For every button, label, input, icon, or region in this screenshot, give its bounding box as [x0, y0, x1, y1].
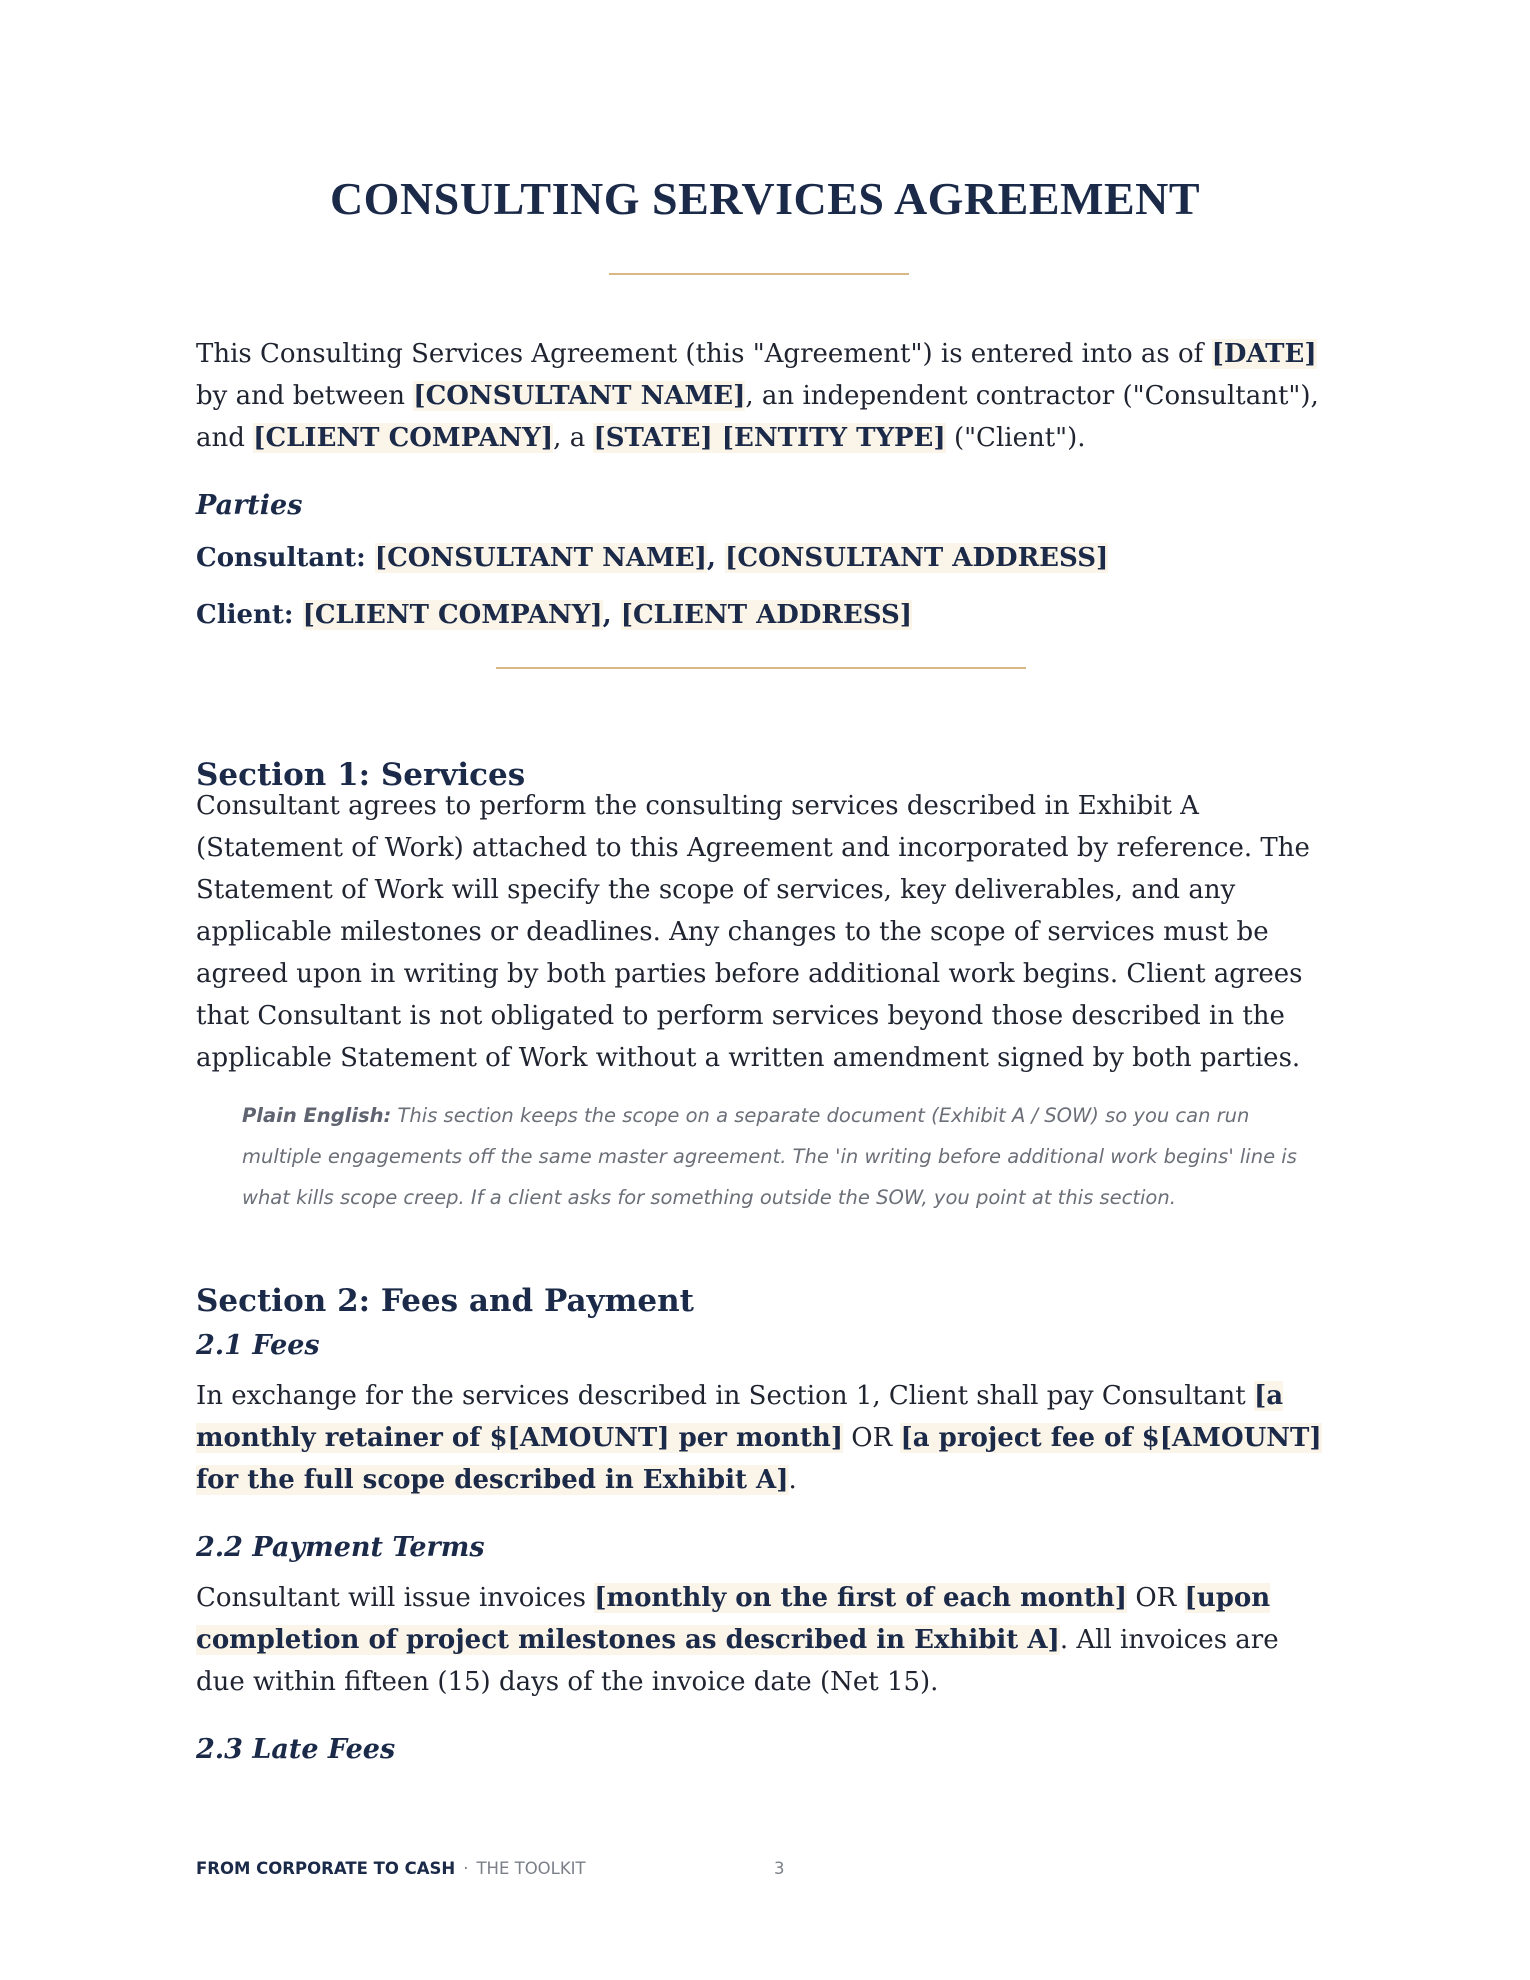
consultant-party-line: [196, 537, 1334, 579]
comma: ,: [706, 543, 726, 573]
or-text: OR: [843, 1423, 901, 1453]
placeholder-consultant-name: [CONSULTANT NAME]: [374, 543, 707, 573]
intro-text: , a: [553, 423, 594, 453]
intro-text: , an independent contractor ("Consultant"), and: [196, 381, 1319, 453]
fees-text: .: [788, 1465, 797, 1495]
page-footer: [196, 1857, 1334, 1881]
client-label: Client:: [196, 600, 303, 630]
late-fees-heading: 2.3 Late Fees: [196, 1734, 396, 1765]
parties-heading: Parties: [196, 490, 303, 521]
plain-english-note: [242, 1095, 1334, 1218]
placeholder-milestone-invoice-option: [upon completion of project milestones as described in Exhibit A]: [196, 1583, 1271, 1655]
consultant-label: Consultant:: [196, 543, 375, 573]
intro-text: ("Client").: [945, 423, 1086, 453]
footer-brand: FROM CORPORATE TO CASH: [196, 1859, 456, 1878]
placeholder-client-company: [CLIENT COMPANY]: [302, 600, 603, 630]
or-text: OR: [1127, 1583, 1185, 1613]
footer-separator: ·: [463, 1859, 469, 1878]
document-title: CONSULTING SERVICES AGREEMENT: [329, 173, 1201, 224]
intro-text: by and between: [196, 381, 414, 411]
payment-terms-paragraph: [196, 1577, 1334, 1703]
payment-terms-heading: 2.2 Payment Terms: [196, 1532, 485, 1563]
placeholder-retainer-option: [a monthly retainer of $[AMOUNT] per month]: [196, 1381, 1284, 1453]
terms-text: Consultant will issue invoices: [196, 1583, 595, 1613]
plain-english-text: This section keeps the scope on a separate document (Exhibit A / SOW) so you can run multiple engagements off the same master agreement. The 'in writing before additional work begins' line is what kills scope creep. If a client asks for something outside the SOW, you point at this section.: [242, 1104, 1297, 1209]
plain-english-label: Plain English:: [242, 1104, 392, 1127]
footer-subtitle: THE TOOLKIT: [476, 1859, 586, 1878]
section-1-body: Consultant agrees to perform the consulting services described in Exhibit A (Statement of Work) attached to this Agreement and incorporated by reference. The Statement of Work will specify the scope of services, key deliverables, and any applicable milestones or deadlines. Any changes to the scope of services must be agreed upon in writing by both parties before additional work begins. Client agrees that Consultant is not obligated to perform services beyond those described in the applicable Statement of Work without a written amendment signed by both parties.: [196, 791, 1310, 1073]
title-divider: [609, 273, 909, 275]
fees-heading: 2.1 Fees: [196, 1330, 320, 1361]
placeholder-monthly-invoice-option: [monthly on the first of each month]: [594, 1583, 1128, 1613]
fees-text: In exchange for the services described in Section 1, Client shall pay Consultant: [196, 1381, 1254, 1411]
section-1-heading: Section 1: Services: [196, 756, 526, 793]
placeholder-client-address: [CLIENT ADDRESS]: [620, 600, 913, 630]
section-2-heading: Section 2: Fees and Payment: [196, 1282, 694, 1319]
client-party-line: [196, 594, 1334, 636]
comma: ,: [602, 600, 621, 630]
fees-paragraph: [196, 1375, 1334, 1501]
page-number: 3: [774, 1859, 785, 1878]
placeholder-client-company: [CLIENT COMPANY]: [253, 423, 554, 453]
parties-divider: [496, 667, 1026, 669]
terms-text: . All invoices are due within fifteen (15) days of the invoice date (Net 15).: [196, 1625, 1279, 1697]
placeholder-state-entity: [STATE] [ENTITY TYPE]: [593, 423, 946, 453]
placeholder-project-fee-option: [a project fee of $[AMOUNT] for the full scope described in Exhibit A]: [196, 1423, 1322, 1495]
intro-text: This Consulting Services Agreement (this "Agreement") is entered into as of: [196, 339, 1212, 369]
intro-paragraph: [196, 333, 1334, 459]
placeholder-consultant-address: [CONSULTANT ADDRESS]: [725, 543, 1109, 573]
placeholder-consultant-name: [CONSULTANT NAME]: [413, 381, 746, 411]
placeholder-date: [DATE]: [1211, 339, 1317, 369]
